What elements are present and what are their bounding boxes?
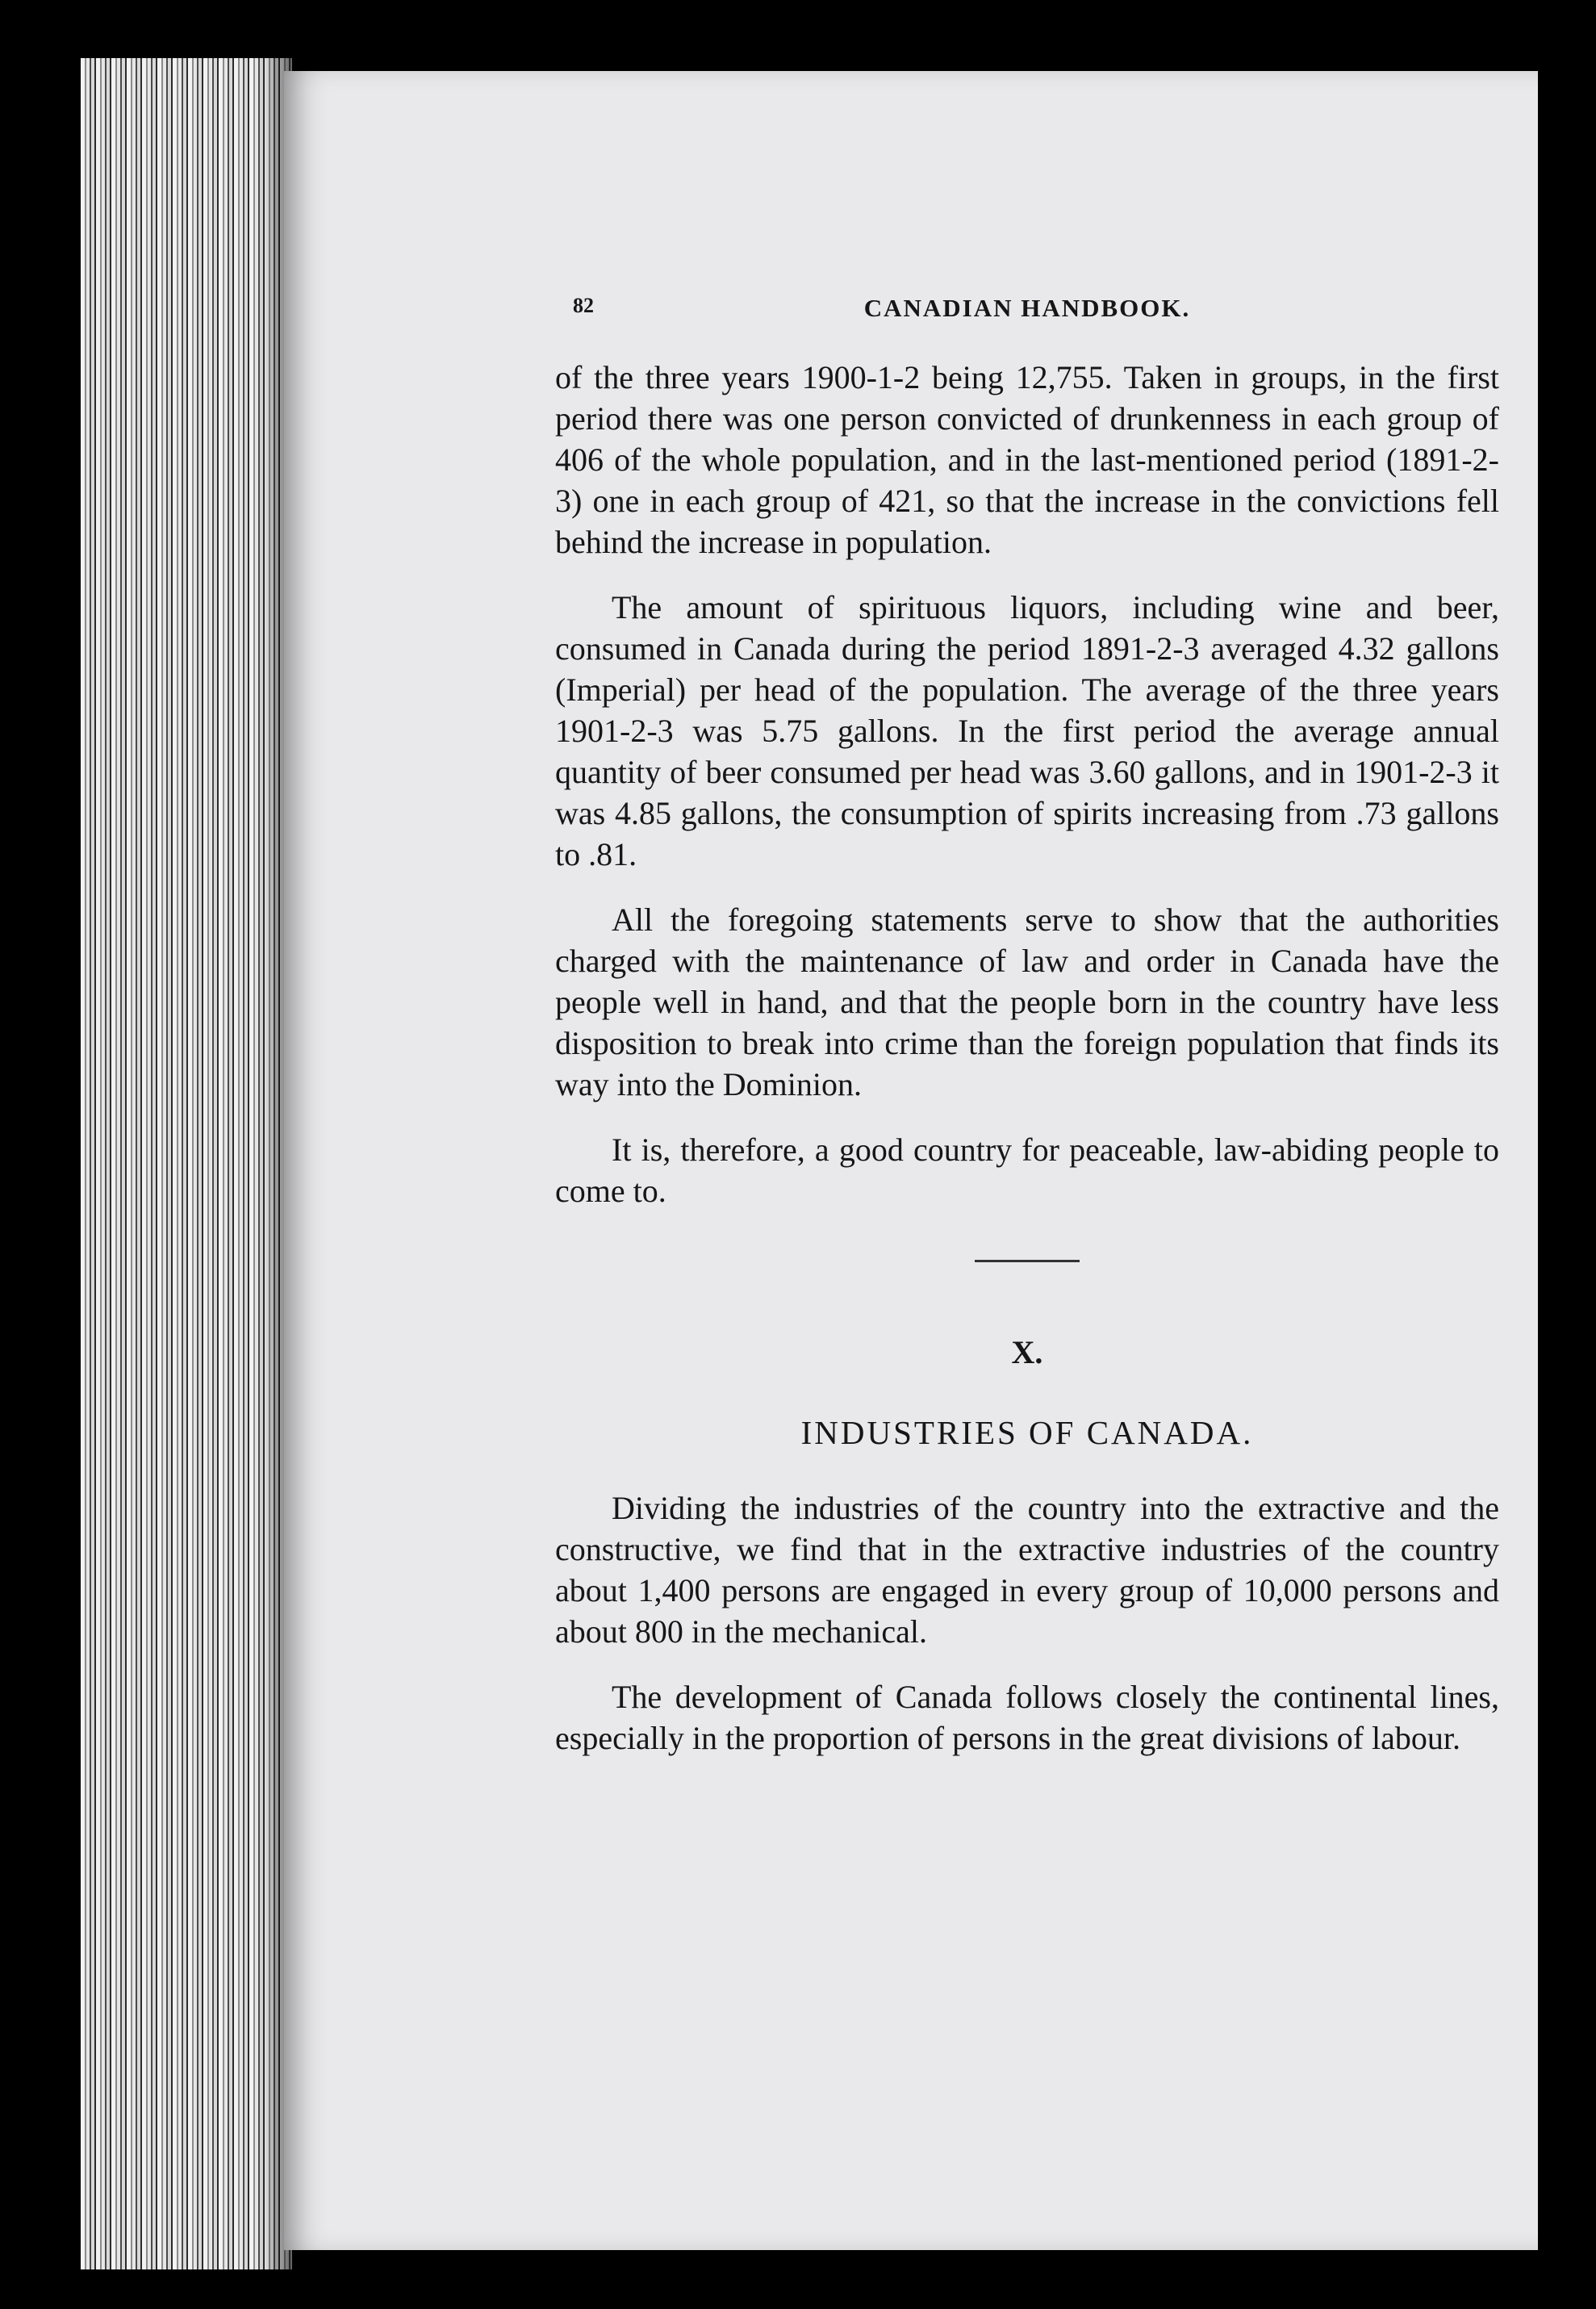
paragraph-industries: Dividing the industries of the country into the extractive and the constructive, we find that in the extractive industries of the country about 1,400 persons are engaged in every group of 10,000 persons and about 800 in the mechanical. — [555, 1490, 1499, 1650]
running-head-title: CANADIAN HANDBOOK. — [863, 294, 1191, 322]
chapter-title: INDUSTRIES OF CANADA. — [800, 1414, 1254, 1451]
paragraph-continued: of the three years 1900-1-2 being 12,755. Taken in groups, in the first period there was one person convicted of drunkenness in each group of 406 of the whole population, and in the last-mentioned period (1891-2-3) one in each group of 421, so that the increase in the convictions fell behind the increase in population. — [555, 359, 1499, 560]
paragraph-development: The development of Canada follows closely the continental lines, especially in the proportion of persons in the great divisions of labour. — [555, 1679, 1499, 1756]
page-number: 82 — [573, 294, 594, 317]
page-sheet — [284, 71, 1538, 2250]
section-divider — [975, 1260, 1080, 1262]
chapter-number: X. — [1011, 1334, 1043, 1370]
page-content — [555, 294, 1499, 1783]
running-head — [555, 294, 1499, 342]
paragraph-spirituous-liquors: The amount of spirituous liquors, including wine and beer, consumed in Canada during the period 1891-2-3 averaged 4.32 gallons (Imperial) per head of the population. The average of the three years 1901-2-3 was 5.75 gallons. In the first period the average annual quantity of beer consumed per head was 3.60 gallons, and in 1901-2-3 it was 4.85 gallons, the consumption of spirits increasing from .73 gallons to .81. — [555, 589, 1499, 872]
paragraph-good-country: It is, therefore, a good country for peaceable, law-abiding people to come to. — [555, 1131, 1499, 1209]
paragraph-law-and-order: All the foregoing statements serve to show that the authorities charged with the maintenance of law and order in Canada have the people well in hand, and that the people born in the country have less disposition to break into crime than the foreign population that finds its way into the Dominion. — [555, 901, 1499, 1102]
book-page-edges — [81, 58, 292, 2269]
